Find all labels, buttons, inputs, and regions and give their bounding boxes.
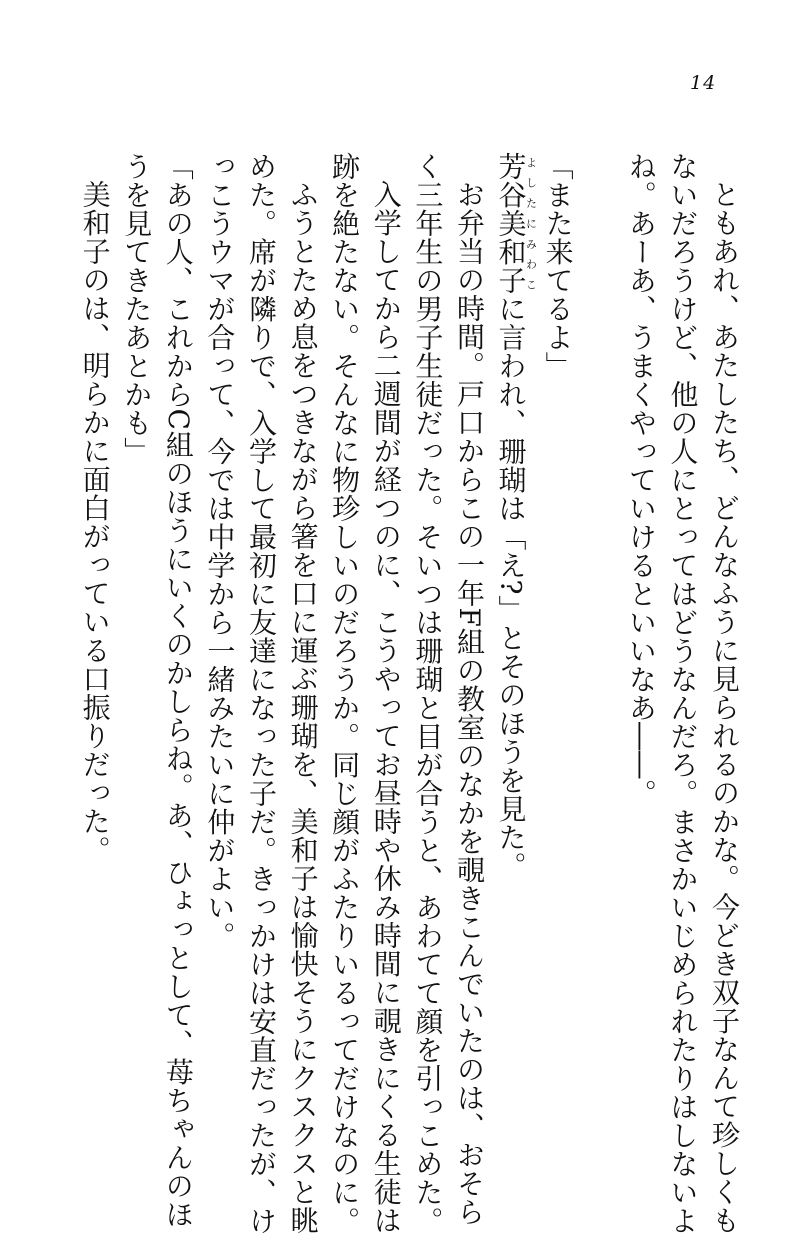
ruby-base: 芳谷美和子 xyxy=(494,152,528,295)
text-column-with-ruby xyxy=(490,152,537,1162)
text-column: 入学してから二週間が経つのに、こうやってお昼時や休み時間に覗きにくる生徒は xyxy=(369,180,403,1235)
text-column: く三年生の男子生徒だった。そいつは珊瑚と目が合うと、あわてて顔を引っこめた。 xyxy=(411,152,445,1235)
ruby-reading: よしたにみわこ xyxy=(524,152,538,295)
text-column: ふうとため息をつきながら箸を口に運ぶ珊瑚を、美和子は愉快そうにクスクスと眺 xyxy=(286,180,320,1235)
ruby-name xyxy=(494,152,538,295)
text-column: ないだろうけど、他の人にとってはどうなんだろ。まさかいじめられたりはしないよ xyxy=(666,152,700,1235)
text-column: っこうウマが合って、今では中学から一緒みたいに仲がよい。 xyxy=(203,152,237,950)
body-text xyxy=(55,152,745,1235)
text-column: めた。席が隣りで、入学して最初に友達になった子だ。きっかけは安直だったが、け xyxy=(244,152,278,1235)
ruby-rest: に言われ、珊瑚は「え?」とそのほうを見た。 xyxy=(494,294,528,881)
paragraph-spacer xyxy=(579,152,621,1162)
text-column: 「また来てるよ」 xyxy=(541,152,575,380)
page-number: 14 xyxy=(690,72,717,94)
text-column: 美和子のは、明らかに面白がっている口振りだった。 xyxy=(78,180,112,864)
text-column: ね。あーあ、うまくやっていけるといいなあ――。 xyxy=(624,152,658,808)
text-column: うを見てきたあとかも」 xyxy=(120,152,154,466)
text-column: 跡を絶たない。そんなに物珍しいのだろうか。同じ顔がふたりいるってだけなのに。 xyxy=(328,152,362,1235)
text-column: お弁当の時間。戸口からこの一年F組の教室のなかを覗きこんでいたのは、おそら xyxy=(452,180,486,1226)
text-column: 「あの人、これからC組のほうにいくのかしらね。あ、ひょっとして、苺ちゃんのほ xyxy=(161,152,195,1229)
text-column: ともあれ、あたしたち、どんなふうに見られるのかな。今どき双子なんて珍しくも xyxy=(708,180,741,1235)
